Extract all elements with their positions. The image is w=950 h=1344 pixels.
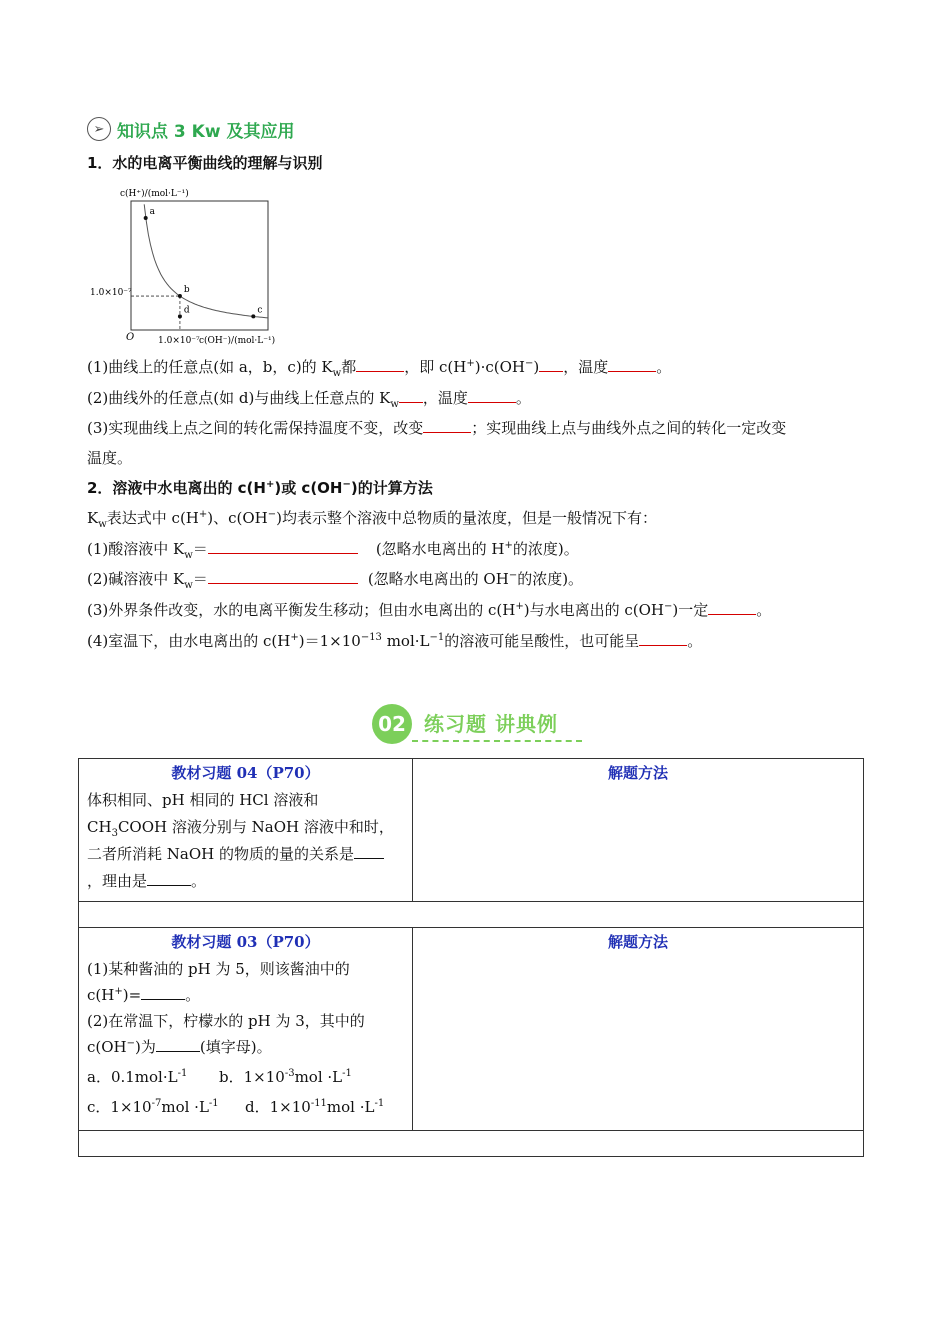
exercise-1-method: 解题方法 <box>607 764 668 782</box>
section-2-point-1: (1)酸溶液中 $K_w=$ (忽略水电离出的 H+的浓度)。 <box>87 540 579 561</box>
blank[interactable] <box>156 1037 200 1052</box>
chart-curve <box>144 204 268 318</box>
exercise-1-question-cell <box>79 759 413 902</box>
option-b[interactable]: b．$1\times 10^{-3}mol \cdot L^{-1}$ <box>219 1068 352 1086</box>
options-row-2 <box>87 1094 404 1120</box>
banner-number: 02 <box>372 704 412 744</box>
water-ionization-curve-chart <box>86 184 286 348</box>
chart-x-tick: 1.0×10⁻⁷ <box>158 336 200 346</box>
section-2-heading: 2．溶液中水电离出的 c(H+)或 c(OH−)的计算方法 <box>87 479 433 497</box>
question-1: (1)曲线上的任意点(如 a，b，c)的 $K_w$都 ，即 c(H+)·c(OH−) ，温度 。 <box>87 358 672 379</box>
chart-point-label-a: a <box>149 206 156 217</box>
blank[interactable] <box>141 985 185 1000</box>
blank[interactable] <box>399 388 423 403</box>
spacer-cell <box>79 902 864 928</box>
blank[interactable] <box>208 539 358 554</box>
banner-text: 练习题 讲典例 <box>424 712 558 736</box>
section-2-point-2: (2)碱溶液中 $K_w=$ (忽略水电离出的 OH−的浓度)。 <box>87 570 584 591</box>
question-3: (3)实现曲线上点之间的转化需保持温度不变，改变 ；实现曲线上点与曲线外点之间的转化一定改变 <box>87 419 787 437</box>
knowledge-point-title-text: 知识点 3 Kw 及其应用 <box>117 121 295 142</box>
blank[interactable] <box>468 388 516 403</box>
chart-xlabel: c(OH⁻)/(mol·L⁻¹) <box>199 336 276 346</box>
section-2-point-3: (3)外界条件改变，水的电离平衡发生移动；但由水电离出的 c(H+)与水电离出的 c(OH−)一定 。 <box>87 601 772 619</box>
chart-origin: O <box>126 332 135 343</box>
blank[interactable] <box>708 600 756 615</box>
blank[interactable] <box>208 569 358 584</box>
exercise-2-head: 教材习题 03（P70） <box>171 933 320 951</box>
blank[interactable] <box>147 871 191 886</box>
section-2-intro: $K_w$表达式中 c(H+)、c(OH−)均表示整个溶液中总物质的量浓度，但是一般情况下有： <box>87 509 658 530</box>
exercise-2-method: 解题方法 <box>607 933 668 951</box>
exercise-2-method-cell <box>413 928 864 1131</box>
option-c[interactable]: c．$1\times 10^{-7}mol \cdot L^{-1}$ <box>87 1098 219 1116</box>
banner-underline <box>412 740 582 742</box>
table-row <box>79 928 864 1131</box>
blank[interactable] <box>608 357 656 372</box>
chart-point-d <box>178 314 182 318</box>
table-row <box>79 1131 864 1157</box>
option-d[interactable]: d．$1\times 10^{-11}mol \cdot L^{-1}$ <box>245 1098 385 1116</box>
table-row <box>79 902 864 928</box>
table-row <box>79 759 864 902</box>
chart-ylabel: c(H⁺)/(mol·L⁻¹) <box>120 189 189 199</box>
exercise-table <box>78 758 864 1157</box>
knowledge-point-title <box>87 116 294 142</box>
chart-point-label-b: b <box>183 285 190 296</box>
option-a[interactable]: a．$0.1mol\cdot L^{-1}$ <box>87 1068 188 1086</box>
question-3-cont: 温度。 <box>87 449 133 467</box>
blank[interactable] <box>354 844 384 859</box>
spacer-cell <box>79 1131 864 1157</box>
chart-frame <box>131 201 268 330</box>
section-2-point-4: (4)室温下，由水电离出的 $c(H^+)=1\times 10^{-13}$ $mol\cdot L^{-1}$的溶液可能呈酸性，也可能呈 。 <box>87 632 703 650</box>
practice-banner <box>372 704 584 744</box>
chart-point-c <box>251 314 255 318</box>
blank[interactable] <box>539 357 563 372</box>
blank[interactable] <box>423 418 471 433</box>
blank[interactable] <box>639 631 687 646</box>
section-1-heading: 1．水的电离平衡曲线的理解与识别 <box>87 154 323 172</box>
chart-y-tick: 1.0×10⁻⁷ <box>90 288 132 298</box>
arrow-circle-icon: ➢ <box>87 117 111 141</box>
chart-point-label-d: d <box>183 305 190 316</box>
chart-point-b <box>178 294 182 298</box>
exercise-2-question-cell <box>79 928 413 1131</box>
exercise-1-body: 体积相同、pH 相同的 HCl 溶液和 $CH_3COOH$ 溶液分别与 NaOH 溶液中和时， 二者所消耗 NaOH 的物质的量的关系是 ，理由是 。 <box>87 791 394 890</box>
exercise-1-method-cell <box>413 759 864 902</box>
exercise-1-head: 教材习题 04（P70） <box>171 764 320 782</box>
chart-point-label-c: c <box>257 305 263 316</box>
exercise-2-body: (1)某种酱油的 pH 为 5，则该酱油中的 c(H+)= 。 (2)在常温下，柠檬水的 pH 为 3，其中的 c(OH−)为 (填字母)。 a．$0.1mol\cdot L^{-1}$ b．$1\times 10^{-3}mol \cdot L^{-1}$ c．$1\times 10^{-7}mol \cdot L^{-1}$ d．$1\times 10^{-11}mol \cdot L^{-1}$ <box>79 952 412 1126</box>
blank[interactable] <box>356 357 404 372</box>
question-2: (2)曲线外的任意点(如 d)与曲线上任意点的 $K_w$ ，温度 。 <box>87 389 531 410</box>
options-row-1 <box>87 1064 404 1090</box>
chart-point-a <box>144 216 148 220</box>
